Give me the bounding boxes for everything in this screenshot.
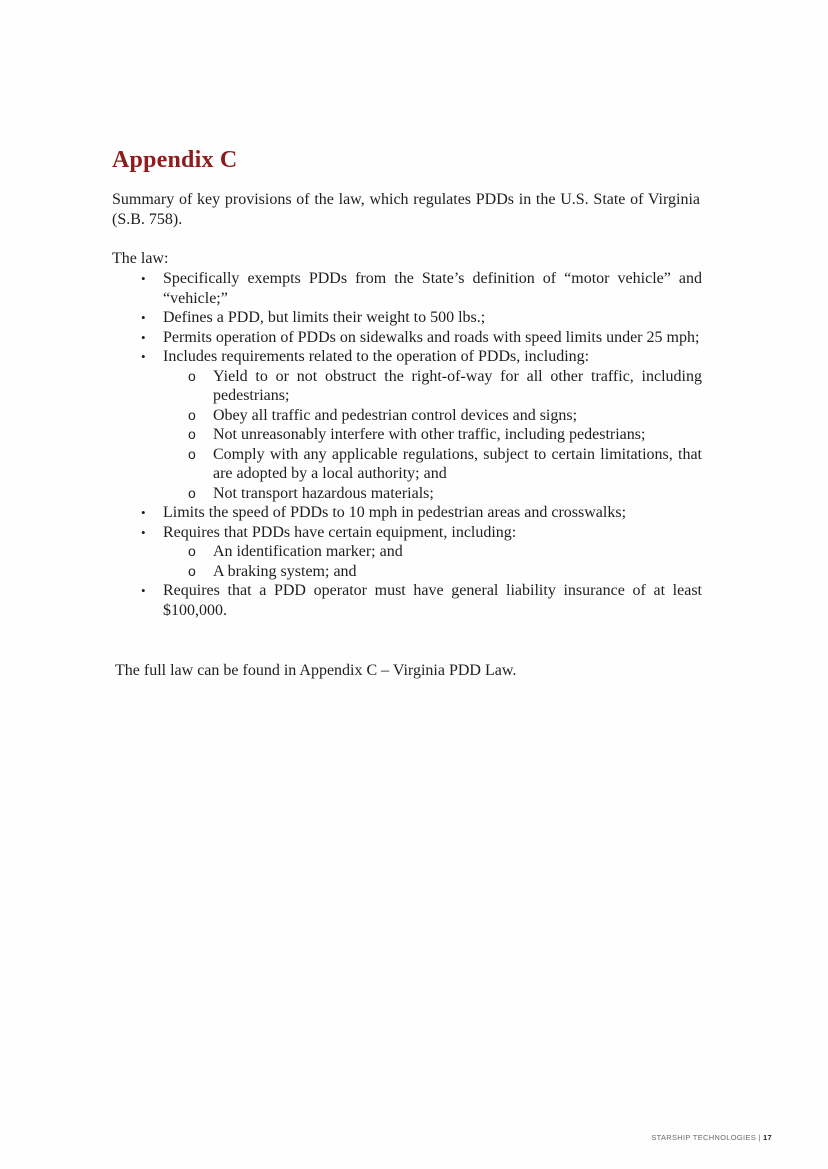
circle-bullet-icon: o <box>188 426 196 442</box>
bullet-icon: • <box>141 505 146 520</box>
sub-provision-item <box>163 445 702 484</box>
sub-provision-item <box>163 367 702 406</box>
page-number: 17 <box>763 1133 772 1142</box>
sub-provision-text: Not unreasonably interfere with other traffic, including pedestrians; <box>213 426 646 443</box>
provision-item <box>112 581 702 620</box>
sub-provision-item <box>163 542 702 562</box>
sub-provision-text: Not transport hazardous materials; <box>213 484 434 502</box>
provision-text: Includes requirements related to the operation of PDDs, including: <box>163 348 590 365</box>
circle-bullet-icon: o <box>188 543 196 559</box>
sub-provisions-list <box>163 367 702 504</box>
law-label: The law: <box>112 250 169 267</box>
circle-bullet-icon: o <box>188 484 196 501</box>
provision-item <box>112 328 702 348</box>
provision-item <box>112 308 702 328</box>
sub-provision-text: Comply with any applicable regulations, subject to certain limitations, that are adopted by a local authority; and <box>213 445 702 482</box>
intro-paragraph: Summary of key provisions of the law, which regulates PDDs in the U.S. State of Virginia (S.B. 758). <box>112 191 700 228</box>
provision-item <box>112 523 702 582</box>
provision-text: Limits the speed of PDDs to 10 mph in pedestrian areas and crosswalks; <box>163 504 627 521</box>
footer-separator: | <box>756 1133 764 1142</box>
provision-text: Specifically exempts PDDs from the State’s definition of “motor vehicle” and “vehicle;” <box>163 270 702 307</box>
bullet-icon: • <box>141 329 146 345</box>
circle-bullet-icon: o <box>188 406 196 423</box>
provision-text: Defines a PDD, but limits their weight to 500 lbs.; <box>163 309 486 326</box>
sub-provision-text: An identification marker; and <box>213 543 403 560</box>
provision-text: Permits operation of PDDs on sidewalks and roads with speed limits under 25 mph; <box>163 328 700 346</box>
provisions-list <box>112 269 702 620</box>
sub-provision-text: Obey all traffic and pedestrian control devices and signs; <box>213 406 578 424</box>
sub-provision-item <box>163 562 702 582</box>
bullet-icon: • <box>141 310 146 325</box>
page-footer <box>651 1133 772 1142</box>
circle-bullet-icon: o <box>188 445 196 462</box>
bullet-icon: • <box>141 524 146 540</box>
sub-provision-text: Yield to or not obstruct the right-of-way for all other traffic, including pedestrians; <box>213 367 702 404</box>
circle-bullet-icon: o <box>188 367 196 384</box>
provision-item <box>112 347 702 503</box>
provision-item <box>112 503 702 523</box>
footer-company: STARSHIP TECHNOLOGIES <box>651 1133 757 1142</box>
circle-bullet-icon: o <box>188 562 196 579</box>
sub-provision-item <box>163 484 702 504</box>
closing-paragraph: The full law can be found in Appendix C – Virginia PDD Law. <box>115 662 517 679</box>
sub-provision-item <box>163 425 702 445</box>
provision-item <box>112 269 702 308</box>
provision-text: Requires that PDDs have certain equipment, including: <box>163 523 517 541</box>
sub-provision-text: A braking system; and <box>213 562 357 580</box>
provision-text: Requires that a PDD operator must have general liability insurance of at least $100,000. <box>163 582 702 619</box>
bullet-icon: • <box>141 583 146 598</box>
bullet-icon: • <box>141 349 146 364</box>
sub-provisions-list <box>163 542 702 581</box>
sub-provision-item <box>163 406 702 426</box>
appendix-heading: Appendix C <box>112 147 238 173</box>
bullet-icon: • <box>141 271 146 286</box>
